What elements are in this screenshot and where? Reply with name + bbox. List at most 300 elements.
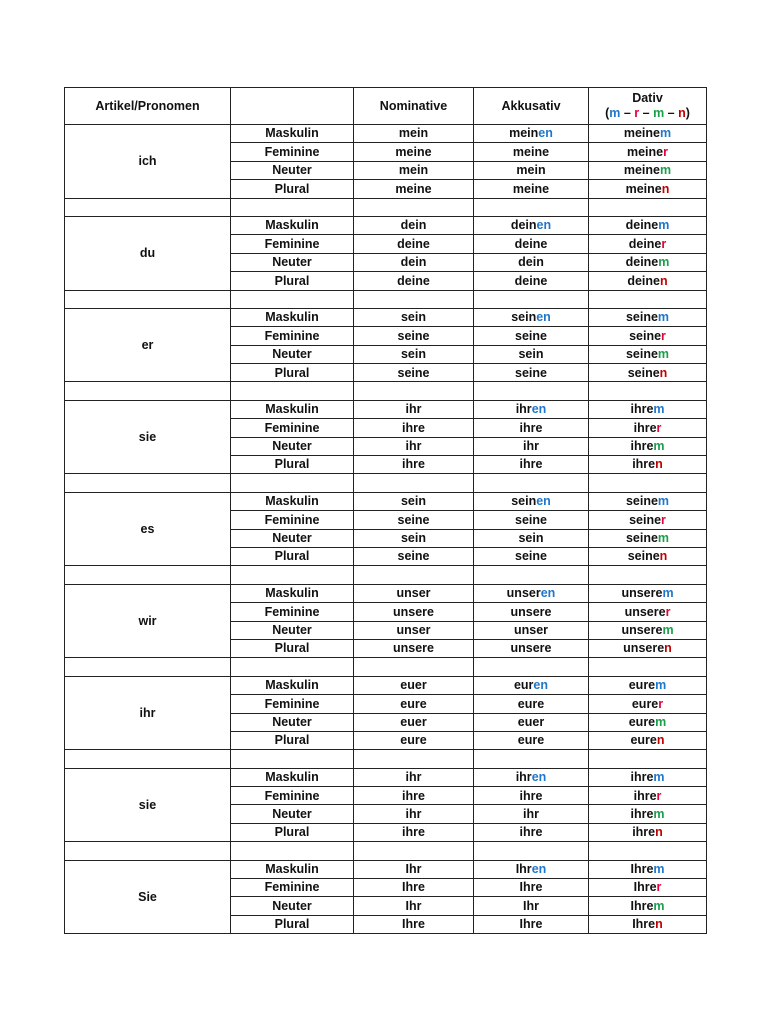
dativ-stem: eure [628, 714, 656, 729]
pronoun-cell: es [65, 492, 231, 566]
gender-cell: Neuter [231, 897, 354, 915]
dativ-stem: ihre [633, 788, 657, 803]
pronoun-cell: wir [65, 584, 231, 658]
akkusativ-stem: ihr [523, 439, 539, 454]
dativ-ending: m [657, 347, 670, 362]
gender-cell: Maskulin [231, 400, 354, 418]
dativ-stem: seine [629, 328, 662, 343]
akkusativ-cell [474, 400, 589, 418]
spacer-row [65, 198, 707, 216]
empty-cell [231, 474, 354, 492]
gender-cell: Plural [231, 456, 354, 474]
akkusativ-ending: en [533, 678, 549, 693]
nominative-cell: ihre [354, 419, 474, 437]
dativ-cell [589, 529, 707, 547]
akkusativ-stem: Ihre [519, 917, 543, 932]
akkusativ-stem: ihr [515, 770, 532, 785]
hint-open-paren: ( [605, 106, 610, 120]
nominative-cell: mein [354, 125, 474, 143]
gender-cell: Maskulin [231, 492, 354, 510]
akkusativ-stem: ihre [519, 825, 543, 840]
dativ-cell [589, 235, 707, 253]
spacer-row [65, 658, 707, 676]
gender-cell: Feminine [231, 879, 354, 897]
akkusativ-cell [474, 879, 589, 897]
dativ-stem: ihre [633, 420, 657, 435]
akkusativ-stem: unser [506, 586, 541, 601]
dativ-cell [589, 272, 707, 290]
hint-ending-m: m [653, 106, 665, 120]
empty-cell [65, 750, 231, 768]
dativ-stem: ihre [630, 439, 654, 454]
dativ-stem: deine [625, 255, 659, 270]
empty-cell [231, 566, 354, 584]
dativ-cell [589, 676, 707, 694]
dativ-ending: r [665, 604, 671, 619]
spacer-row [65, 290, 707, 308]
dativ-stem: meine [623, 163, 660, 178]
nominative-cell: Ihre [354, 879, 474, 897]
gender-cell: Neuter [231, 345, 354, 363]
header-nominative: Nominative [354, 88, 474, 125]
gender-cell: Neuter [231, 713, 354, 731]
akkusativ-cell [474, 345, 589, 363]
nominative-cell: eure [354, 695, 474, 713]
empty-cell [354, 658, 474, 676]
table-row [65, 768, 707, 786]
akkusativ-cell [474, 419, 589, 437]
dativ-ending: m [662, 586, 674, 601]
dativ-cell [589, 768, 707, 786]
dativ-ending: r [656, 788, 662, 803]
akkusativ-stem: sein [518, 531, 544, 546]
nominative-cell: seine [354, 327, 474, 345]
dativ-cell [589, 805, 707, 823]
header-pronoun: Artikel/Pronomen [65, 88, 231, 125]
nominative-cell: seine [354, 547, 474, 565]
dativ-cell [589, 125, 707, 143]
akkusativ-cell [474, 676, 589, 694]
empty-cell [474, 658, 589, 676]
dativ-cell [589, 400, 707, 418]
hint-separator: – [639, 106, 654, 120]
dativ-ending: m [658, 218, 670, 233]
akkusativ-ending: en [538, 126, 553, 141]
dativ-ending: n [660, 273, 668, 288]
akkusativ-cell [474, 547, 589, 565]
pronoun-cell: ich [65, 125, 231, 199]
dativ-stem: eure [628, 678, 656, 693]
akkusativ-cell [474, 915, 589, 933]
dativ-ending: m [653, 806, 665, 821]
akkusativ-cell [474, 216, 589, 234]
akkusativ-stem: mein [516, 163, 546, 178]
dativ-cell [589, 695, 707, 713]
empty-cell [589, 382, 707, 400]
akkusativ-cell [474, 639, 589, 657]
nominative-cell: euer [354, 713, 474, 731]
empty-cell [589, 566, 707, 584]
dativ-cell [589, 456, 707, 474]
dativ-stem: unsere [623, 641, 665, 656]
dativ-ending: n [661, 181, 670, 196]
hint-separator: – [620, 106, 635, 120]
dativ-ending: r [656, 420, 662, 435]
akkusativ-ending: en [536, 494, 551, 509]
hint-ending-n: n [678, 106, 686, 120]
dativ-cell [589, 419, 707, 437]
table-row [65, 125, 707, 143]
empty-cell [589, 658, 707, 676]
table-row [65, 400, 707, 418]
header-gender [231, 88, 354, 125]
dativ-ending: n [656, 733, 665, 748]
header-row [65, 88, 707, 125]
akkusativ-stem: mein [509, 126, 539, 141]
dativ-stem: unsere [624, 604, 666, 619]
dativ-cell [589, 547, 707, 565]
akkusativ-stem: seine [515, 328, 547, 343]
nominative-cell: eure [354, 731, 474, 749]
akkusativ-cell [474, 805, 589, 823]
dativ-ending: n [664, 641, 672, 656]
dativ-stem: Ihre [633, 880, 657, 895]
nominative-cell: euer [354, 676, 474, 694]
dativ-stem: seine [625, 531, 658, 546]
akkusativ-cell [474, 695, 589, 713]
dativ-ending: m [660, 163, 672, 178]
dativ-ending-hint [589, 106, 706, 121]
dativ-stem: seine [627, 549, 660, 564]
empty-cell [231, 382, 354, 400]
gender-cell: Maskulin [231, 308, 354, 326]
pronoun-cell: er [65, 308, 231, 382]
akkusativ-stem: sein [518, 347, 544, 362]
empty-cell [354, 566, 474, 584]
akkusativ-cell [474, 603, 589, 621]
nominative-cell: ihr [354, 437, 474, 455]
dativ-stem: Ihre [630, 862, 654, 877]
akkusativ-stem: Ihre [519, 880, 543, 895]
nominative-cell: dein [354, 253, 474, 271]
akkusativ-stem: deine [514, 273, 548, 288]
nominative-cell: dein [354, 216, 474, 234]
nominative-cell: seine [354, 511, 474, 529]
dativ-cell [589, 915, 707, 933]
pronoun-cell: sie [65, 400, 231, 474]
nominative-cell: unsere [354, 603, 474, 621]
dativ-cell [589, 787, 707, 805]
akkusativ-stem: euer [517, 714, 545, 729]
table-row [65, 860, 707, 878]
dativ-stem: Ihre [630, 898, 654, 913]
dativ-cell [589, 879, 707, 897]
empty-cell [589, 750, 707, 768]
dativ-stem: unsere [621, 622, 663, 637]
dativ-ending: n [655, 825, 663, 840]
akkusativ-stem: seine [515, 549, 547, 564]
pronoun-cell: ihr [65, 676, 231, 750]
dativ-cell [589, 308, 707, 326]
akkusativ-cell [474, 235, 589, 253]
dativ-ending: m [657, 494, 670, 509]
dativ-cell [589, 603, 707, 621]
table-body [65, 88, 707, 934]
dativ-ending: n [655, 917, 663, 932]
akkusativ-stem: ihre [519, 788, 543, 803]
gender-cell: Feminine [231, 695, 354, 713]
empty-cell [354, 750, 474, 768]
dativ-cell [589, 345, 707, 363]
empty-cell [354, 842, 474, 860]
nominative-cell: ihr [354, 805, 474, 823]
akkusativ-ending: en [531, 862, 547, 877]
dativ-stem: seine [625, 494, 658, 509]
dativ-title: Dativ [632, 91, 663, 105]
dativ-cell [589, 143, 707, 161]
dativ-stem: seine [625, 347, 658, 362]
nominative-cell: ihre [354, 823, 474, 841]
hint-ending-r: r [634, 106, 640, 120]
akkusativ-stem: ihre [519, 457, 543, 472]
dativ-cell [589, 639, 707, 657]
gender-cell: Plural [231, 364, 354, 382]
gender-cell: Plural [231, 731, 354, 749]
akkusativ-stem: dein [510, 218, 537, 233]
dativ-stem: eure [631, 696, 659, 711]
nominative-cell: sein [354, 492, 474, 510]
spacer-row [65, 750, 707, 768]
akkusativ-stem: deine [514, 236, 548, 251]
gender-cell: Plural [231, 639, 354, 657]
akkusativ-cell [474, 253, 589, 271]
empty-cell [589, 198, 707, 216]
dativ-stem: ihre [630, 402, 654, 417]
nominative-cell: ihr [354, 768, 474, 786]
empty-cell [589, 474, 707, 492]
dativ-ending: n [659, 549, 668, 564]
akkusativ-cell [474, 768, 589, 786]
akkusativ-stem: sein [511, 310, 537, 325]
table-row [65, 308, 707, 326]
dativ-stem: Ihre [632, 917, 656, 932]
empty-cell [474, 750, 589, 768]
pronoun-cell: Sie [65, 860, 231, 934]
empty-cell [474, 382, 589, 400]
akkusativ-stem: dein [518, 255, 544, 270]
gender-cell: Neuter [231, 161, 354, 179]
dativ-ending: r [661, 236, 667, 251]
table-row [65, 676, 707, 694]
nominative-cell: mein [354, 161, 474, 179]
dativ-stem: deine [625, 218, 659, 233]
nominative-cell: meine [354, 143, 474, 161]
dativ-cell [589, 823, 707, 841]
empty-cell [65, 474, 231, 492]
nominative-cell: unser [354, 621, 474, 639]
gender-cell: Feminine [231, 419, 354, 437]
hint-separator: – [664, 106, 679, 120]
akkusativ-ending: en [536, 310, 551, 325]
dativ-ending: m [655, 678, 667, 693]
nominative-cell: ihre [354, 456, 474, 474]
empty-cell [65, 658, 231, 676]
nominative-cell: Ihr [354, 860, 474, 878]
gender-cell: Feminine [231, 603, 354, 621]
akkusativ-cell [474, 823, 589, 841]
nominative-cell: meine [354, 180, 474, 198]
akkusativ-cell [474, 492, 589, 510]
gender-cell: Maskulin [231, 216, 354, 234]
nominative-cell: unsere [354, 639, 474, 657]
empty-cell [474, 566, 589, 584]
gender-cell: Maskulin [231, 676, 354, 694]
akkusativ-stem: ihr [523, 806, 539, 821]
akkusativ-stem: meine [512, 181, 550, 196]
dativ-stem: seine [627, 365, 660, 380]
dativ-cell [589, 437, 707, 455]
akkusativ-ending: en [536, 218, 552, 233]
dativ-cell [589, 253, 707, 271]
empty-cell [65, 842, 231, 860]
akkusativ-stem: eure [517, 733, 545, 748]
dativ-stem: deine [628, 236, 662, 251]
dativ-stem: eure [630, 733, 657, 748]
gender-cell: Plural [231, 915, 354, 933]
akkusativ-cell [474, 456, 589, 474]
nominative-cell: seine [354, 364, 474, 382]
dativ-ending: m [662, 622, 674, 637]
gender-cell: Plural [231, 547, 354, 565]
spacer-row [65, 842, 707, 860]
pronoun-cell: du [65, 216, 231, 290]
empty-cell [65, 382, 231, 400]
empty-cell [474, 290, 589, 308]
dativ-cell [589, 584, 707, 602]
akkusativ-cell [474, 897, 589, 915]
nominative-cell: unser [354, 584, 474, 602]
dativ-stem: seine [625, 310, 658, 325]
empty-cell [65, 290, 231, 308]
dativ-cell [589, 860, 707, 878]
akkusativ-cell [474, 180, 589, 198]
akkusativ-ending: en [540, 586, 556, 601]
gender-cell: Feminine [231, 787, 354, 805]
akkusativ-cell [474, 511, 589, 529]
akkusativ-stem: Ihr [523, 898, 539, 913]
empty-cell [231, 198, 354, 216]
akkusativ-cell [474, 161, 589, 179]
gender-cell: Plural [231, 823, 354, 841]
akkusativ-stem: ihre [519, 420, 543, 435]
dativ-stem: unsere [621, 586, 663, 601]
nominative-cell: sein [354, 308, 474, 326]
dativ-ending: r [658, 696, 664, 711]
dativ-stem: meine [625, 181, 662, 196]
akkusativ-stem: ihr [515, 402, 532, 417]
pronoun-cell: sie [65, 768, 231, 842]
header-akkusativ: Akkusativ [474, 88, 589, 125]
dativ-cell [589, 161, 707, 179]
dativ-ending: m [657, 531, 670, 546]
nominative-cell: ihre [354, 787, 474, 805]
dativ-ending: r [661, 512, 666, 527]
header-dativ [589, 88, 707, 125]
empty-cell [354, 382, 474, 400]
dativ-ending: m [653, 898, 665, 913]
akkusativ-stem: unser [513, 622, 549, 637]
hint-ending-m: m [609, 106, 621, 120]
dativ-cell [589, 897, 707, 915]
dativ-stem: ihre [630, 770, 654, 785]
nominative-cell: Ihr [354, 897, 474, 915]
akkusativ-stem: meine [512, 144, 550, 159]
dativ-ending: m [655, 714, 667, 729]
empty-cell [231, 842, 354, 860]
akkusativ-stem: unsere [510, 641, 552, 656]
empty-cell [354, 198, 474, 216]
gender-cell: Maskulin [231, 584, 354, 602]
nominative-cell: Ihre [354, 915, 474, 933]
dativ-cell [589, 713, 707, 731]
gender-cell: Plural [231, 180, 354, 198]
empty-cell [65, 566, 231, 584]
dativ-stem: meine [623, 126, 660, 141]
declension-table [64, 87, 707, 934]
dativ-cell [589, 364, 707, 382]
spacer-row [65, 566, 707, 584]
akkusativ-stem: Ihr [515, 862, 532, 877]
akkusativ-cell [474, 437, 589, 455]
empty-cell [474, 474, 589, 492]
dativ-cell [589, 731, 707, 749]
dativ-ending: m [657, 310, 670, 325]
nominative-cell: sein [354, 345, 474, 363]
akkusativ-stem: sein [511, 494, 537, 509]
dativ-ending: m [660, 126, 672, 141]
hint-close-paren: ) [685, 106, 690, 120]
akkusativ-cell [474, 308, 589, 326]
akkusativ-stem: unsere [510, 604, 552, 619]
empty-cell [354, 474, 474, 492]
akkusativ-cell [474, 621, 589, 639]
dativ-ending: m [653, 439, 665, 454]
empty-cell [231, 290, 354, 308]
akkusativ-stem: eur [513, 678, 534, 693]
empty-cell [474, 842, 589, 860]
akkusativ-stem: seine [515, 512, 547, 527]
dativ-stem: seine [629, 512, 662, 527]
akkusativ-cell [474, 584, 589, 602]
empty-cell [65, 198, 231, 216]
dativ-ending: r [656, 880, 662, 895]
akkusativ-cell [474, 364, 589, 382]
akkusativ-cell [474, 787, 589, 805]
gender-cell: Maskulin [231, 860, 354, 878]
dativ-ending: r [663, 144, 668, 159]
gender-cell: Neuter [231, 253, 354, 271]
nominative-cell: sein [354, 529, 474, 547]
gender-cell: Maskulin [231, 768, 354, 786]
akkusativ-cell [474, 860, 589, 878]
dativ-ending: n [655, 457, 663, 472]
table-row [65, 216, 707, 234]
spacer-row [65, 382, 707, 400]
akkusativ-cell [474, 272, 589, 290]
akkusativ-cell [474, 529, 589, 547]
gender-cell: Neuter [231, 437, 354, 455]
spacer-row [65, 474, 707, 492]
